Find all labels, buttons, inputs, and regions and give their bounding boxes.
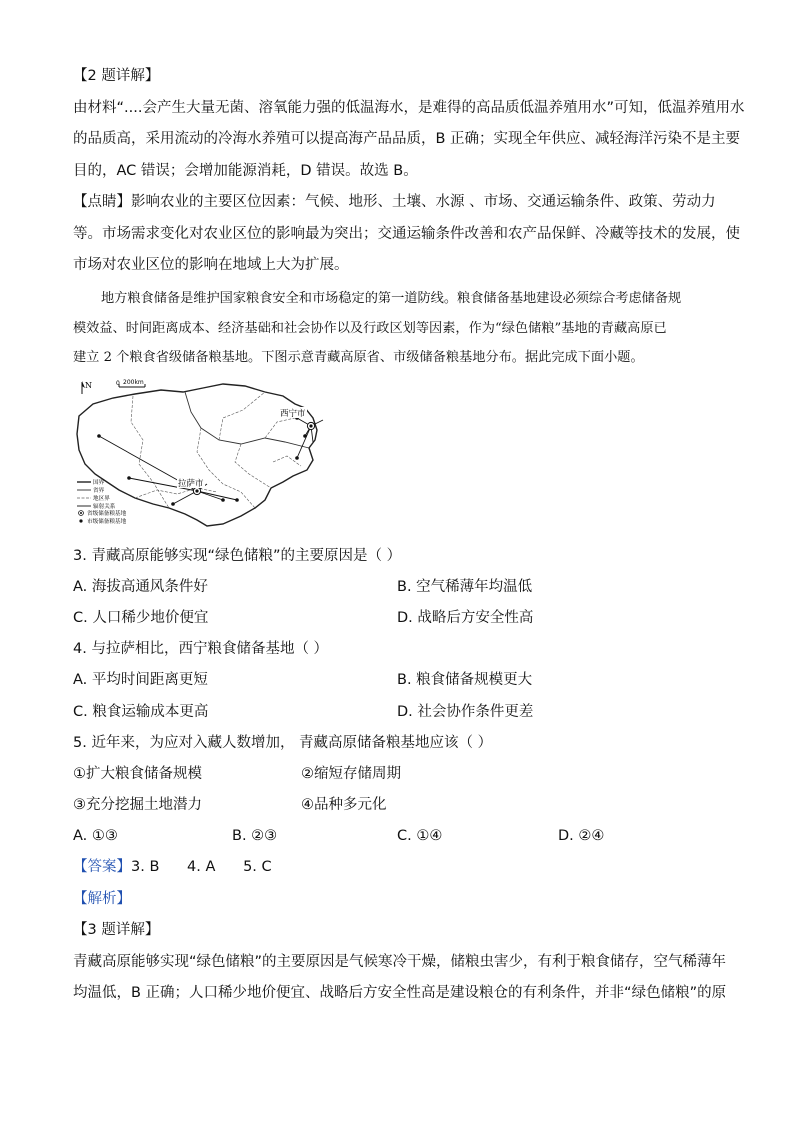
section2-line-3: 目的，AC 错误；会增加能源消耗，D 错误。故选 B。 — [73, 163, 418, 179]
region-boundary-5 — [219, 392, 265, 440]
tip-text-1: 影响农业的主要区位因素：气候、地形、土壤、水源 、市场、交通运输条件、政策、劳动力 — [131, 194, 716, 210]
tip-line-1 — [73, 192, 716, 212]
legend-national-border: 国界 — [93, 480, 105, 486]
region-boundary-2 — [197, 428, 255, 508]
legend-radiation: 辐射关系 — [93, 504, 116, 510]
section2-line-2: 的品质高，采用流动的冷海水养殖可以提高海产品品质，B 正确；实现全年供应、减轻海洋污染不是主要 — [73, 131, 741, 147]
q4-option-c[interactable]: C. 粮食运输成本更高 — [73, 704, 209, 720]
answer-text: 3. B 4. A 5. C — [131, 859, 272, 875]
section2-line-1: 由材料“....会产生大量无菌、溶氧能力强的低温海水，是难得的高品质低温养殖用水”可知，低温养殖用水 — [73, 100, 745, 116]
section3-heading: 【3 题详解】 — [73, 922, 160, 938]
lhasa-radiation-lines — [99, 436, 237, 504]
material-line-1: 地方粮食储备是维护国家粮食安全和市场稳定的第一道防线。粮食储备基地建设必须综合考虑储备规 — [101, 291, 682, 306]
q3-option-c[interactable]: C. 人口稀少地价便宜 — [73, 610, 209, 626]
q4-option-b[interactable]: B. 粮食储备规模更大 — [397, 672, 533, 688]
question-5-stem: 5. 近年来，为应对入藏人数增加， 青藏高原储备粮基地应该（ ） — [73, 735, 493, 751]
legend-province-border: 省界 — [93, 488, 105, 494]
q3-option-d[interactable]: D. 战略后方安全性高 — [397, 610, 534, 626]
q5-statement-4: ④品种多元化 — [301, 797, 387, 813]
q5-option-d[interactable]: D. ②④ — [558, 828, 605, 844]
q5-statement-2: ②缩短存储周期 — [301, 766, 401, 782]
analysis-label: 【解析】 — [73, 891, 131, 907]
svg-text:0: 0 — [116, 380, 120, 387]
north-arrow-icon — [82, 381, 92, 394]
label-xining: 西宁市 — [280, 409, 306, 419]
material-line-3: 建立 2 个粮食省级储备粮基地。下图示意青藏高原省、市级储备粮基地分布。据此完成下面小题。 — [73, 350, 644, 365]
q4-option-d[interactable]: D. 社会协作条件更差 — [397, 704, 534, 720]
map-legend — [77, 478, 127, 525]
section3-line-2: 均温低，B 正确；人口稀少地价便宜、战略后方安全性高是建设粮仓的有利条件，并非“绿色储粮”的原 — [73, 985, 727, 1001]
legend-provincial-base: 省级储备粮基地 — [87, 511, 127, 517]
material-line-2: 模效益、时间距离成本、经济基础和社会协作以及行政区划等因素，作为“绿色储粮”基地的青藏高原已 — [73, 321, 667, 336]
tip-line-3: 市场对农业区位的影响在地域上大为扩展。 — [73, 257, 349, 273]
q5-option-a[interactable]: A. ①③ — [73, 828, 118, 844]
question-4-stem: 4. 与拉萨相比，西宁粮食储备基地（ ） — [73, 641, 329, 657]
scale-bar — [116, 379, 145, 387]
question-3-stem: 3. 青藏高原能够实现“绿色储粮”的主要原因是（ ） — [73, 548, 402, 564]
q5-option-c[interactable]: C. ①④ — [397, 828, 443, 844]
section3-line-1: 青藏高原能够实现“绿色储粮”的主要原因是气候寒冷干燥，储粮虫害少，有利于粮食储存，空气稀薄年 — [73, 954, 727, 970]
legend-city-base: 市级储备粮基地 — [87, 519, 127, 525]
tip-label: 【点睛】 — [73, 194, 131, 210]
label-lhasa: 拉萨市 — [178, 479, 204, 489]
q3-option-b[interactable]: B. 空气稀薄年均温低 — [397, 579, 533, 595]
q3-option-a[interactable]: A. 海拔高通风条件好 — [73, 579, 208, 595]
legend-region-border: 地区界 — [93, 496, 110, 502]
answer-label: 【答案】 — [73, 859, 131, 875]
q5-option-b[interactable]: B. ②③ — [232, 828, 278, 844]
q4-option-a[interactable]: A. 平均时间距离更短 — [73, 672, 208, 688]
q5-statement-1: ①扩大粮食储备规模 — [73, 766, 202, 782]
q5-statement-3: ③充分挖掘土地潜力 — [73, 797, 202, 813]
provincial-base-xining — [307, 422, 314, 429]
qinghai-tibet-grain-base-map — [73, 378, 355, 528]
scale-label: 200km — [123, 379, 144, 386]
north-label: N — [85, 381, 92, 390]
region-boundary-3 — [235, 444, 271, 488]
answer-line — [73, 857, 272, 877]
tip-line-2: 等。市场需求变化对农业区位的影响最为突出；交通运输条件改善和农产品保鲜、冷藏等技术的发展，使 — [73, 226, 740, 242]
section2-heading: 【2 题详解】 — [73, 68, 160, 84]
